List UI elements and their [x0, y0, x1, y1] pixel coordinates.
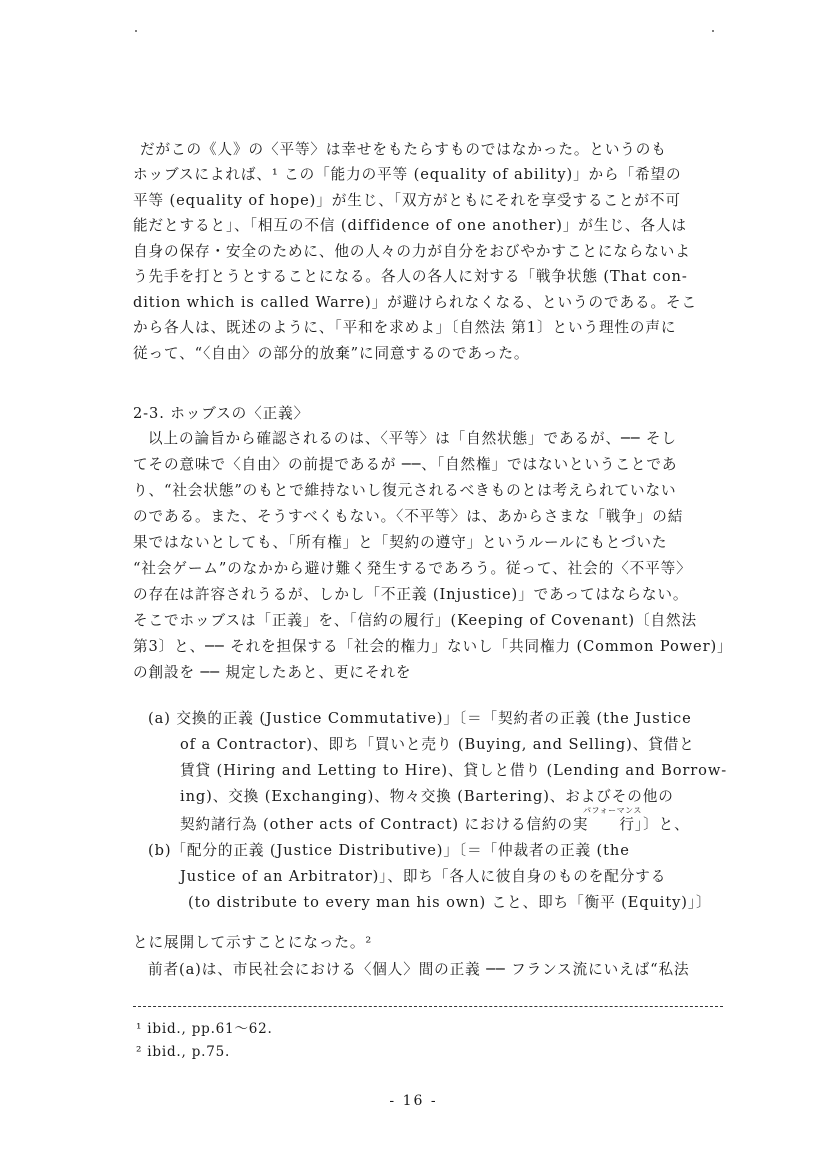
p1-line-1: だがこの《人》の〈平等〉は幸せをもたらすものではなかった。というのも [140, 141, 667, 158]
footnote-2: ² ibid., p.75. [136, 1044, 231, 1060]
list-b-line-3: (to distribute to every man his own) こと、即ち「衡平 (Equity)」〕 [188, 894, 712, 911]
p2-line-8: そこでホッブスは「正義」を、「信約の履行」(Keeping of Covenant)〔自然法 [133, 612, 697, 629]
list-a-line-5: 契約諸行為 (other acts of Contract) における信約の実 行」〕と、 [180, 816, 690, 833]
p2-line-7: の存在は許容されうるが、しかし「不正義 (Injustice)」であってはならない。 [133, 586, 689, 603]
p2-line-5: 果ではないとしても、「所有権」と「契約の遵守」というルールにもとづいた [133, 534, 668, 551]
page-number: - 16 - [389, 1093, 438, 1109]
list-a-line-4: ing)、交換 (Exchanging)、物々交換 (Bartering)、およびその他の [180, 788, 674, 805]
footnote-rule [133, 1006, 723, 1007]
p3-line-1: とに展開して示すことになった。² [133, 934, 373, 951]
scan-speck [712, 30, 714, 32]
p1-line-9: 従って、“〈自由〉の部分的放棄”に同意するのであった。 [133, 345, 530, 362]
p1-line-4: 能だとすると」、「相互の不信 (diffidence of one another)」が生じ、各人は [133, 217, 687, 234]
scan-speck [135, 30, 137, 32]
p1-line-3: 平等 (equality of hope)」が生じ、「双方がともにそれを享受することが不可 [133, 192, 681, 209]
list-b-line-1: (b)「配分的正義 (Justice Distributive)」〔＝「仲裁者の正義 (the [148, 842, 630, 859]
list-a-line-2: of a Contractor)、即ち「買いと売り (Buying, and Selling)、貸借と [180, 736, 695, 753]
list-a-line-1: (a) 交換的正義 (Justice Commutative)」〔＝「契約者の正義 (the Justice [148, 710, 692, 727]
p2-line-10: の創設を ── 規定したあと、更にそれを [133, 664, 412, 681]
p2-line-3: り、“社会状態”のもとで維持ないし復元されるべきものとは考えられていない [133, 482, 677, 499]
p2-line-1: 以上の論旨から確認されるのは、〈平等〉は「自然状態」であるが、── そし [148, 430, 677, 447]
p2-line-9: 第3〕と、── それを担保する「社会的権力」ないし「共同権力 (Common Power)」 [133, 638, 733, 655]
p2-line-2: てその意味で〈自由〉の前提であるが ──、「自然権」ではないということであ [133, 456, 678, 473]
ruby-annotation: パフォーマンス [583, 806, 642, 815]
list-b-line-2: Justice of an Arbitrator)」、即ち「各人に彼自身のものを配分する [180, 868, 667, 885]
footnote-1: ¹ ibid., pp.61〜62. [136, 1021, 273, 1037]
section-heading: 2-3. ホッブスの〈正義〉 [133, 405, 310, 422]
p1-line-7: dition which is called Warre)」が避けられなくなる、というのである。そこ [133, 294, 697, 311]
list-a-line-3: 賃貸 (Hiring and Letting to Hire)、貸しと借り (Lending and Borrow- [180, 762, 728, 779]
p1-line-8: から各人は、既述のように、「平和を求めよ」〔自然法 第1〕という理性の声に [133, 319, 677, 336]
p1-line-6: う先手を打とうとすることになる。各人の各人に対する「戦争状態 (That con- [133, 268, 688, 285]
p2-line-6: “社会ゲーム”のなかから避け難く発生するであろう。従って、社会的〈不平等〉 [133, 560, 692, 577]
p2-line-4: のである。また、そうすべくもない。〈不平等〉は、あからさまな「戦争」の結 [133, 508, 684, 525]
p1-line-5: 自身の保存・安全のために、他の人々の力が自分をおびやかすことにならないよ [133, 243, 691, 260]
p3-line-2: 前者(a)は、市民社会における〈個人〉間の正義 ── フランス流にいえば“私法 [148, 961, 690, 978]
p1-line-2: ホッブスによれば、¹ この「能力の平等 (equality of ability)」から「希望の [133, 166, 682, 183]
